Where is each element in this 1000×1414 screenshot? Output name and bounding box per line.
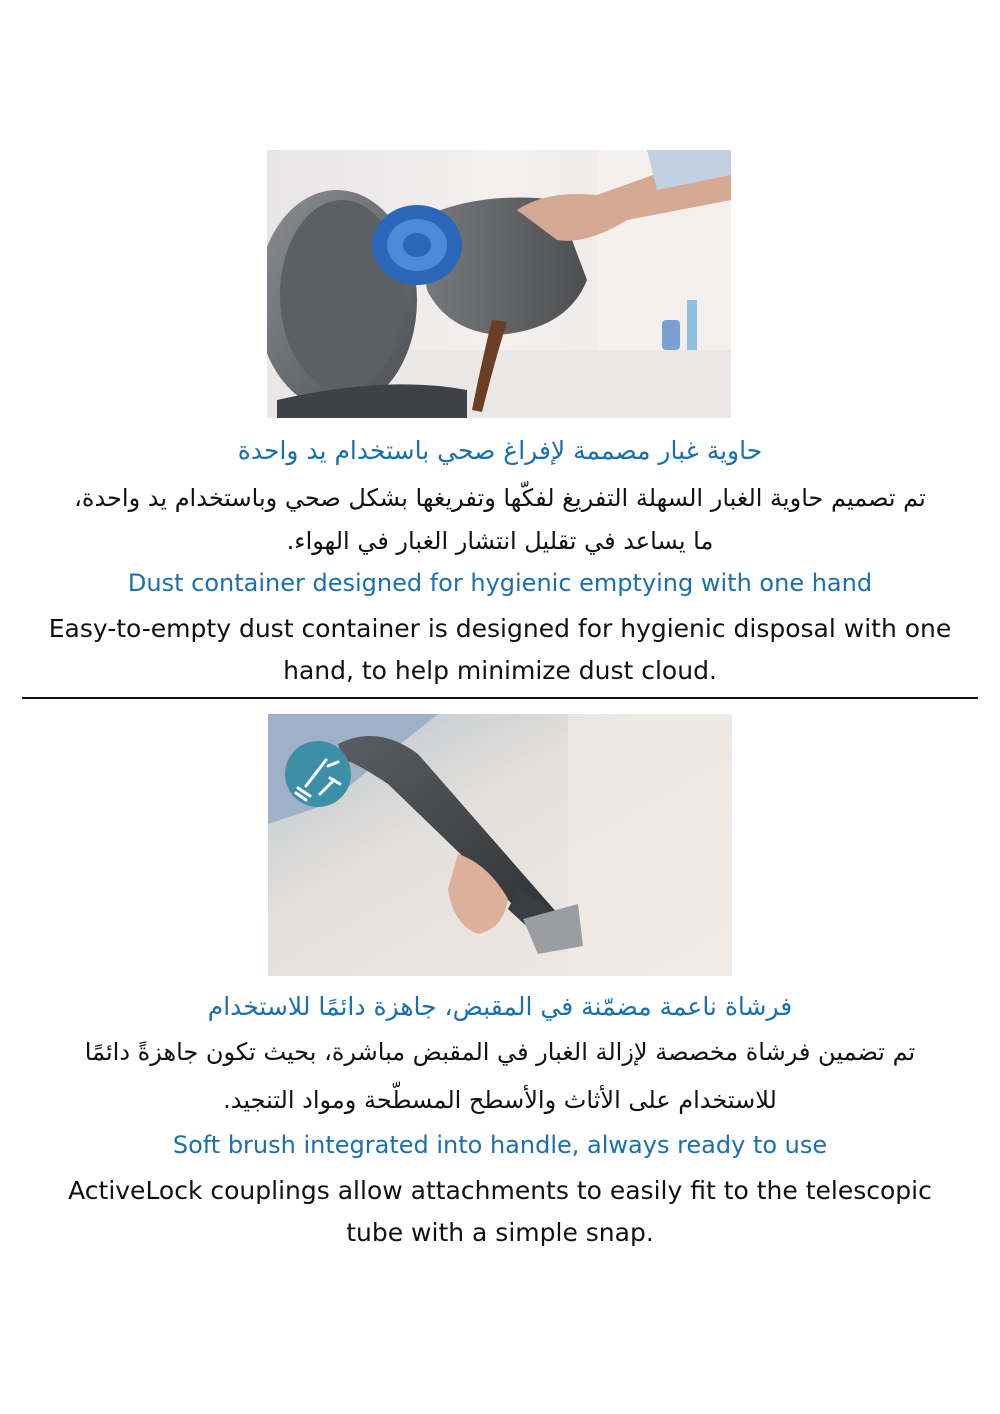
section2-title-en: Soft brush integrated into handle, always ready to use	[172, 1131, 828, 1159]
section1-body-en-line1: Easy-to-empty dust container is designed for hygienic disposal with one	[48, 614, 952, 643]
section2-body-en-line2: tube with a simple snap.	[346, 1218, 654, 1247]
dust-container-photo	[267, 150, 731, 418]
section1-title-en: Dust container designed for hygienic emptying with one hand	[127, 569, 873, 597]
section1-body-ar-line2: ما يساعد في تقليل انتشار الغبار في الهواء.	[286, 527, 714, 555]
section2-title-ar: فرشاة ناعمة مضمّنة في المقبض، جاهزة دائمًا للاستخدام	[207, 992, 793, 1021]
handle-brush-photo	[268, 714, 732, 976]
section1-title-ar: حاوية غبار مصممة لإفراغ صحي باستخدام يد واحدة	[237, 436, 763, 465]
section2-body-ar-line2: للاستخدام على الأثاث والأسطح المسطّحة ومواد التنجيد.	[223, 1086, 777, 1114]
section-divider	[22, 697, 978, 699]
section2-body-ar-line1: تم تضمين فرشاة مخصصة لإزالة الغبار في المقبض مباشرة، بحيث تكون جاهزةً دائمًا	[84, 1038, 916, 1066]
section1-body-en-line2: hand, to help minimize dust cloud.	[283, 656, 717, 685]
section2-body-en-line1: ActiveLock couplings allow attachments to easily fit to the telescopic	[68, 1176, 932, 1205]
section1-body-ar-line1: تم تصميم حاوية الغبار السهلة التفريغ لفكّها وتفريغها بشكل صحي وباستخدام يد واحدة،	[74, 484, 926, 512]
